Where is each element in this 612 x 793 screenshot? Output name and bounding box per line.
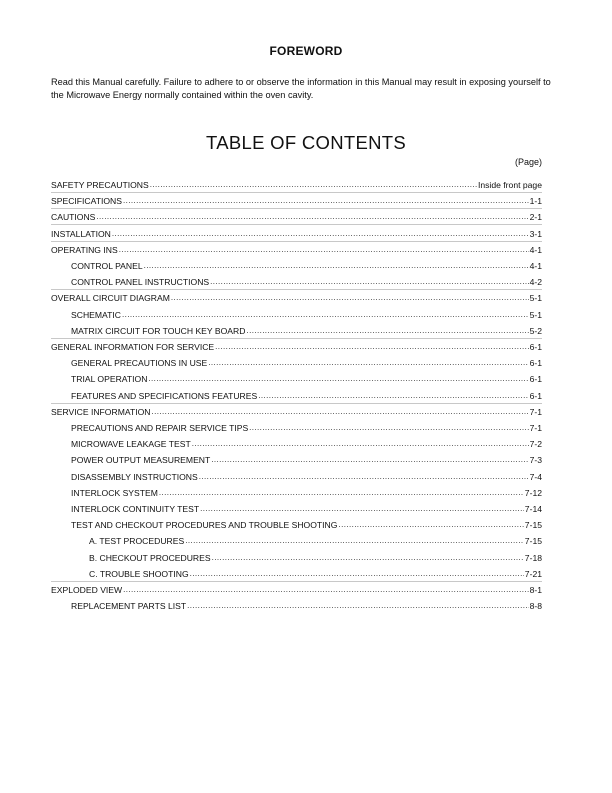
toc-entry-label: GENERAL INFORMATION FOR SERVICE [51, 342, 215, 352]
toc-entry-page: 8-8 [529, 601, 542, 612]
section-divider [51, 224, 542, 225]
section-divider [51, 581, 542, 582]
dot-leader [112, 229, 529, 239]
toc-entry-page: 7-4 [529, 471, 542, 482]
toc-entry-page: 6-1 [529, 358, 542, 369]
toc-entry[interactable] [51, 356, 542, 368]
toc-entry-page: 7-21 [524, 568, 542, 579]
toc-entry-label: SCHEMATIC [71, 309, 121, 320]
dot-leader [190, 569, 524, 579]
toc-entry-page: 7-1 [529, 423, 542, 433]
toc-heading: TABLE OF CONTENTS [205, 132, 407, 153]
toc-entry[interactable] [51, 518, 542, 530]
section-divider [51, 403, 542, 404]
toc-entry-label: OVERALL CIRCUIT DIAGRAM [51, 293, 170, 304]
toc-entry[interactable] [51, 437, 542, 449]
dot-leader [199, 472, 529, 482]
dot-leader [148, 374, 528, 384]
dot-leader [150, 180, 477, 190]
toc-entry-page: 7-12 [524, 487, 542, 498]
toc-entry-label: MATRIX CIRCUIT FOR TOUCH KEY BOARD [71, 325, 246, 336]
dot-leader [151, 407, 528, 417]
toc-entry[interactable] [51, 453, 542, 465]
toc-entry[interactable] [51, 599, 542, 611]
toc-entry[interactable] [51, 291, 542, 303]
toc-entry-page: 7-14 [524, 504, 542, 514]
toc-entry-label: POWER OUTPUT MEASUREMENT [71, 455, 211, 466]
toc-entry[interactable] [51, 389, 542, 401]
toc-entry-label: REPLACEMENT PARTS LIST [71, 601, 187, 612]
toc-entry[interactable] [51, 340, 542, 352]
toc-entry[interactable] [51, 486, 542, 498]
toc-entry-page: 7-1 [529, 406, 542, 417]
toc-entry[interactable] [51, 583, 542, 595]
toc-entry-label: DISASSEMBLY INSTRUCTIONS [71, 471, 198, 482]
toc-entry-label: B. CHECKOUT PROCEDURES [89, 552, 211, 563]
dot-leader [215, 342, 528, 352]
dot-leader [123, 196, 529, 206]
section-divider [51, 289, 542, 290]
toc-entry-page: 4-2 [529, 277, 542, 288]
toc-entry-label: CONTROL PANEL [71, 261, 143, 271]
dot-leader [249, 423, 528, 433]
section-divider [51, 338, 542, 339]
toc-entry[interactable] [51, 194, 542, 206]
toc-entry[interactable] [51, 259, 542, 271]
toc-entry[interactable] [51, 551, 542, 563]
section-divider [51, 208, 542, 209]
toc-entry-label: TEST AND CHECKOUT PROCEDURES AND TROUBLE SHOOTING [71, 520, 338, 531]
toc-entry-page: 5-1 [529, 293, 542, 304]
toc-entry[interactable] [51, 308, 542, 320]
dot-leader [123, 585, 528, 595]
toc-entry-page: 1-1 [529, 196, 542, 207]
toc-entry[interactable] [51, 534, 542, 546]
dot-leader [119, 245, 529, 255]
toc-entry-label: SERVICE INFORMATION [51, 406, 151, 417]
dot-leader [200, 504, 524, 514]
dot-leader [122, 310, 529, 320]
toc-entry[interactable] [51, 227, 542, 239]
dot-leader [210, 277, 528, 287]
toc-entry-label: A. TEST PROCEDURES [89, 536, 185, 547]
toc-entry-label: OPERATING INS [51, 244, 118, 255]
toc-entry-page: 7-15 [524, 520, 542, 531]
section-divider [51, 192, 542, 193]
toc-entry[interactable] [51, 243, 542, 255]
toc-entry[interactable] [51, 567, 542, 579]
toc-entry-page: 6-1 [529, 342, 542, 352]
dot-leader [144, 261, 529, 271]
toc-entry[interactable] [51, 275, 542, 287]
toc-entry[interactable] [51, 502, 542, 514]
foreword-heading: FOREWORD [269, 44, 343, 58]
toc-entry-page: 4-1 [529, 261, 542, 271]
toc-entry[interactable] [51, 178, 542, 190]
toc-entry-label: FEATURES AND SPECIFICATIONS FEATURES [71, 390, 258, 401]
dot-leader [171, 293, 529, 303]
toc-entry-label: CONTROL PANEL INSTRUCTIONS [71, 277, 210, 288]
toc-entry[interactable] [51, 372, 542, 384]
toc-entry-label: SAFETY PRECAUTIONS [51, 180, 149, 190]
section-divider [51, 241, 542, 242]
toc-entry[interactable] [51, 405, 542, 417]
foreword-paragraph: Read this Manual carefully. Failure to adhere to or observe the information in this Manual may result in exposing yourself to the Microwave Energy normally contained within the oven cavity. [51, 77, 551, 100]
toc-entry-label: TRIAL OPERATION [71, 374, 148, 385]
dot-leader [208, 358, 528, 368]
toc-entry-page: 5-2 [529, 325, 542, 336]
toc-entry-page: Inside front page [477, 180, 542, 190]
dot-leader [212, 553, 524, 563]
toc-entry[interactable] [51, 324, 542, 336]
toc-entry-label: PRECAUTIONS AND REPAIR SERVICE TIPS [71, 423, 249, 433]
toc-entry-page: 7-2 [529, 439, 542, 450]
dot-leader [192, 439, 529, 449]
toc-entry-label: INTERLOCK CONTINUITY TEST [71, 504, 200, 514]
dot-leader [187, 601, 528, 611]
toc-entry-label: GENERAL PRECAUTIONS IN USE [71, 358, 208, 369]
toc-entry-page: 4-1 [529, 244, 542, 255]
toc-entry-label: INTERLOCK SYSTEM [71, 487, 158, 498]
toc-entry-page: 8-1 [529, 585, 542, 595]
toc-entry[interactable] [51, 470, 542, 482]
toc-entry-page: 7-18 [524, 552, 542, 563]
dot-leader [211, 455, 528, 465]
toc-entry-label: INSTALLATION [51, 228, 111, 239]
dot-leader [246, 326, 528, 336]
toc-entry[interactable] [51, 210, 542, 222]
toc-entry-label: SPECIFICATIONS [51, 196, 122, 207]
toc-entry-page: 6-1 [529, 374, 542, 385]
page-column-label: (Page) [514, 157, 542, 167]
toc-entry-page: 6-1 [529, 390, 542, 401]
toc-entry-page: 3-1 [529, 228, 542, 239]
toc-entry-page: 7-15 [524, 536, 542, 547]
toc-entry-label: MICROWAVE LEAKAGE TEST [71, 439, 191, 450]
dot-leader [159, 488, 524, 498]
dot-leader [96, 212, 528, 222]
toc-entry-page: 2-1 [529, 212, 542, 223]
dot-leader [185, 536, 524, 546]
dot-leader [258, 391, 528, 401]
toc-entry-page: 7-3 [529, 455, 542, 466]
toc-entry-label: C. TROUBLE SHOOTING [89, 568, 189, 579]
toc-entry[interactable] [51, 421, 542, 433]
toc-entry-page: 5-1 [529, 309, 542, 320]
toc-entry-label: CAUTIONS [51, 212, 96, 223]
dot-leader [338, 520, 523, 530]
toc-entry-label: EXPLODED VIEW [51, 585, 123, 595]
